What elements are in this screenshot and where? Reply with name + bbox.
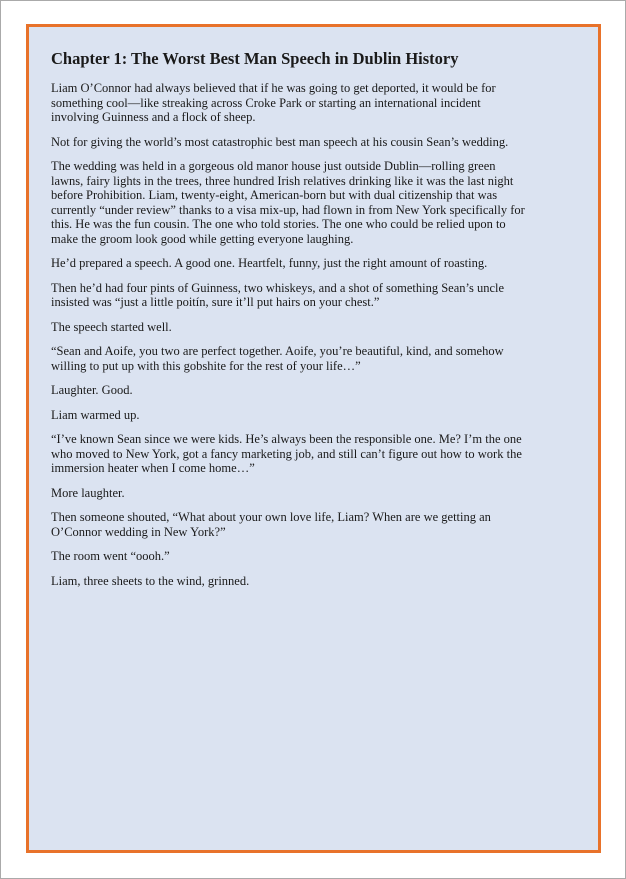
paragraph-13: The room went “oooh.” — [51, 549, 170, 563]
paragraph-1: Liam O’Connor had always believed that if he was going to get deported, it would be for something cool—like streaking across Croke Park or starting an international incident involving Guinness and a flock of sheep. — [51, 81, 496, 124]
chapter-title: Chapter 1: The Worst Best Man Speech in Dublin History — [51, 49, 459, 68]
paragraph-6: The speech started well. — [51, 319, 172, 334]
paragraph-12: Then someone shouted, “What about your own love life, Liam? When are we getting an O’Connor wedding in New York?” — [51, 510, 491, 539]
paragraph-14: Liam, three sheets to the wind, grinned. — [51, 573, 250, 588]
paragraph-11: More laughter. — [51, 485, 125, 500]
paragraph-9: Liam warmed up. — [51, 407, 140, 422]
paragraph-7: “Sean and Aoife, you two are perfect together. Aoife, you’re beautiful, kind, and somehow willing to put up with this gobshite for the rest of your life…” — [51, 344, 504, 373]
paragraph-2: Not for giving the world’s most catastrophic best man speech at his cousin Sean’s wedding. — [51, 134, 509, 149]
paragraph-5: Then he’d had four pints of Guinness, two whiskeys, and a shot of something Sean’s uncle insisted was “just a little poitín, sure it’ll put hairs on your chest.” — [51, 280, 505, 309]
paragraph-4: He’d prepared a speech. A good one. Heartfelt, funny, just the right amount of roasting. — [51, 256, 488, 270]
paragraph-3: The wedding was held in a gorgeous old manor house just outside Dublin—rolling green lawns, fairy lights in the trees, three hundred Irish relatives drinking like it was the last night before Prohibition. Liam, twenty-eight, American-born but with dual citizenship that was currently “under review” thanks to a visa mix-up, had flown in from New York specifically for this. He was the fun cousin. The one who told stories. The one who could be relied upon to make the groom look good while getting everyone laughing. — [51, 159, 525, 246]
paragraph-8: Laughter. Good. — [51, 383, 133, 397]
document-body — [51, 49, 526, 598]
paragraph-10: “I’ve known Sean since we were kids. He’s always been the responsible one. Me? I’m the one who moved to New York, got a fancy marketing job, and still can’t figure out how to work the immersion heater when I come home…” — [51, 432, 522, 475]
